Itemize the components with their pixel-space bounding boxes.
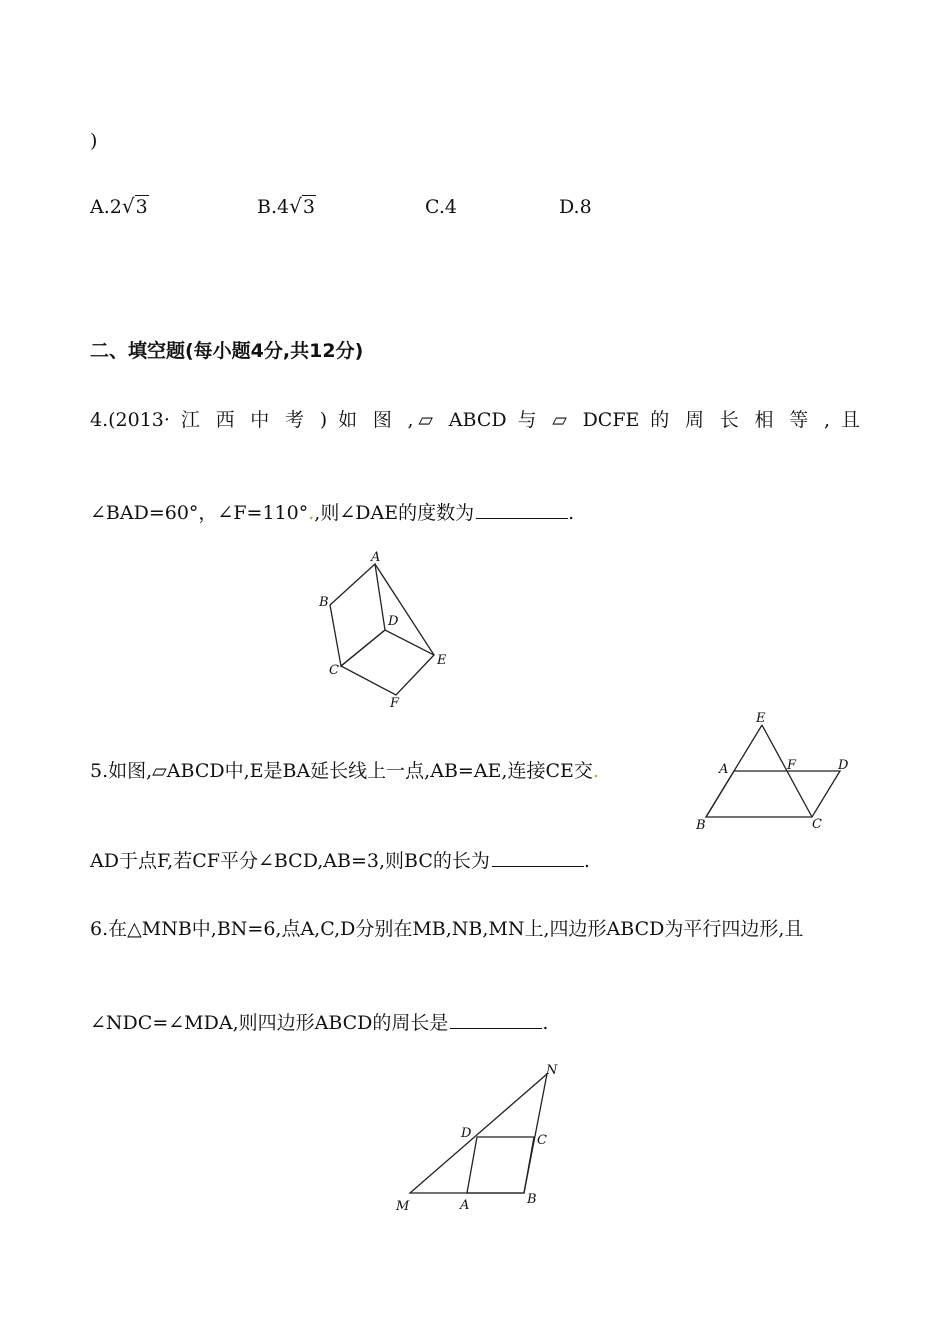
- q4-token: 的: [650, 409, 675, 431]
- option-b-prefix: B.4: [257, 196, 290, 218]
- sqrt-icon: √: [289, 194, 302, 218]
- q4-token: 西: [215, 409, 240, 431]
- q4-token: 图: [372, 409, 397, 431]
- q5-line2: [90, 850, 590, 871]
- q6-line1: 6.在△MNB中,BN=6,点A,C,D分别在MB,NB,MN上,四边形ABCD为平行四边形,且: [90, 918, 804, 940]
- q4-token: ABCD: [448, 409, 507, 431]
- triangle-mnb: [410, 1074, 547, 1193]
- label-f: F: [787, 758, 797, 773]
- q5-figure: [690, 705, 860, 835]
- section-title: 二、填空题(每小题4分,共12分): [90, 340, 364, 362]
- label-c: C: [537, 1133, 547, 1148]
- answer-blank: [476, 502, 568, 519]
- q4-line2-text: ∠BAD=60°，∠F=110°: [90, 502, 309, 524]
- q4-token: 等: [789, 409, 814, 431]
- q4-token: 相: [754, 409, 779, 431]
- option-a-radicand: 3: [135, 196, 148, 218]
- q4-token: 4.(2013·: [90, 409, 170, 431]
- continued-paren: ): [90, 130, 98, 152]
- label-c: C: [329, 663, 339, 678]
- q5-line1-text: 5.如图,▱ABCD中,E是BA延长线上一点,AB=AE,连接CE交: [90, 760, 593, 782]
- label-a: A: [460, 1198, 470, 1213]
- parallelogram-dcfe: [341, 630, 434, 695]
- label-e: E: [756, 711, 766, 726]
- q4-line2: [90, 502, 574, 523]
- option-a: [90, 196, 149, 217]
- q4-token: 长: [719, 409, 744, 431]
- option-a-prefix: A.2: [90, 196, 122, 218]
- q4-line2-end: .: [568, 502, 575, 524]
- label-n: N: [546, 1063, 558, 1078]
- q4-token: ,▱: [407, 409, 438, 431]
- label-b: B: [319, 595, 329, 610]
- parallelogram-abcd: [467, 1137, 534, 1193]
- label-d: D: [838, 758, 849, 773]
- q4-token: 中: [250, 409, 275, 431]
- q4-token: 与: [517, 409, 542, 431]
- q5-line2-end: .: [583, 850, 590, 872]
- option-d: D.8: [559, 196, 592, 218]
- q4-token: ▱: [552, 409, 572, 431]
- q4-token: 江: [180, 409, 205, 431]
- label-m: M: [396, 1199, 410, 1214]
- q4-line2-dot: .: [308, 502, 315, 524]
- parallelogram-abcd: [330, 564, 385, 666]
- q6-figure: [390, 1060, 570, 1220]
- parallelogram-abcd: [706, 771, 840, 817]
- q5-line1-dot: .: [592, 760, 599, 782]
- sqrt-icon: √: [121, 194, 135, 218]
- label-f: F: [390, 696, 400, 711]
- option-b: [257, 196, 316, 217]
- q4-token: 如: [338, 409, 362, 431]
- option-c: C.4: [425, 196, 457, 218]
- label-a: A: [371, 550, 381, 565]
- q4-line2-rest: ,则∠DAE的度数为: [314, 502, 475, 524]
- q4-figure: [310, 550, 470, 720]
- q4-token: ,: [823, 409, 830, 431]
- label-b: B: [527, 1192, 537, 1207]
- q4-token: ): [319, 409, 328, 431]
- q5-line1: [90, 762, 599, 781]
- label-c: C: [812, 817, 822, 832]
- label-e: E: [437, 653, 447, 668]
- q6-line2-end: .: [542, 1012, 549, 1034]
- q6-line2: [90, 1012, 548, 1033]
- q5-line2-text: AD于点F,若CF平分∠BCD,AB=3,则BC的长为: [90, 850, 490, 872]
- q4-token: 且: [840, 409, 860, 431]
- label-d: D: [461, 1126, 472, 1141]
- label-d: D: [388, 614, 399, 629]
- label-a: A: [719, 762, 729, 777]
- label-b: B: [696, 818, 706, 833]
- segment-ae: [375, 564, 434, 655]
- q4-token: DCFE: [582, 409, 640, 431]
- answer-blank: [450, 1012, 542, 1029]
- answer-blank: [492, 850, 584, 867]
- q6-line2-text: ∠NDC=∠MDA,则四边形ABCD的周长是: [90, 1012, 449, 1034]
- q4-token: 考: [285, 409, 309, 431]
- q4-line1: [90, 411, 860, 430]
- option-b-radicand: 3: [302, 196, 315, 218]
- q4-token: 周: [685, 409, 709, 431]
